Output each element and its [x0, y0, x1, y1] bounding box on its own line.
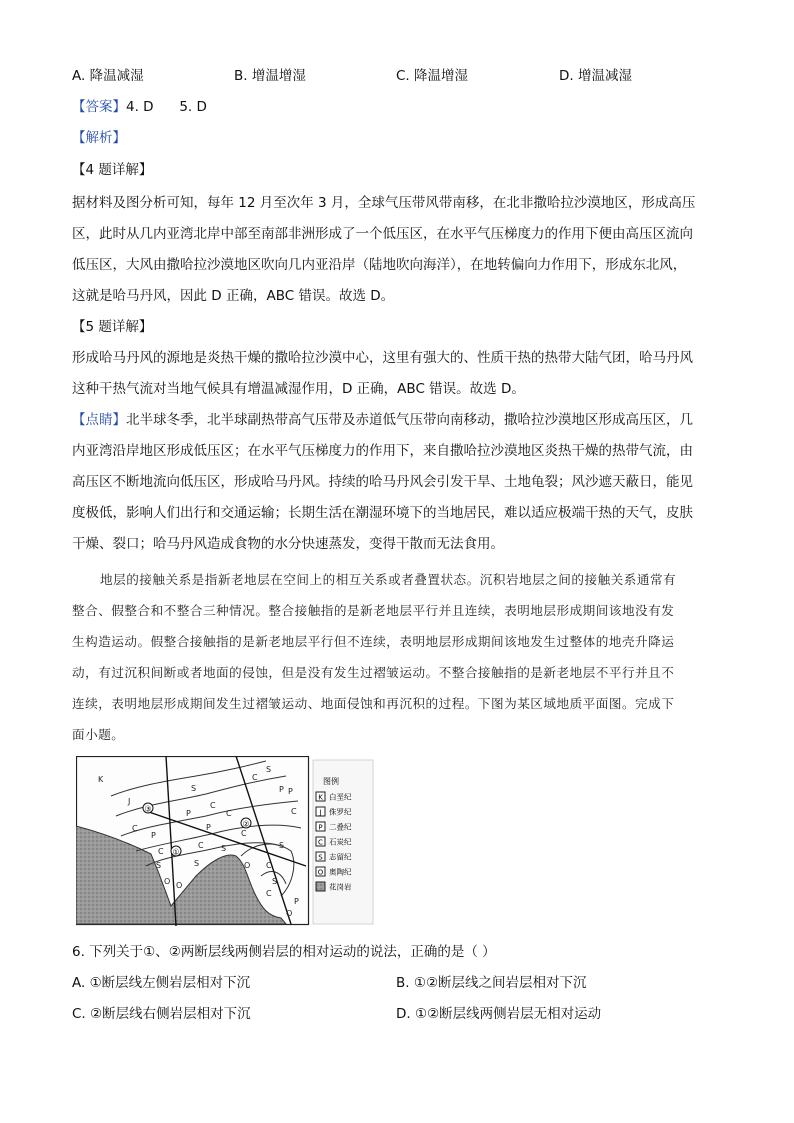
legend-code: J	[319, 808, 322, 817]
legend-code: C	[318, 838, 323, 847]
passage-line: 动，有过沉积间断或者地面的侵蚀，但是没有发生过褶皱运动。不整合接触指的是新老地层不平行并且不	[72, 665, 675, 680]
tip-line: 高压区不断地流向低压区，形成哈马丹风。持续的哈马丹风会引发干旱、土地龟裂；风沙遮天蔽日，能见	[72, 474, 693, 490]
strata-label: O	[244, 861, 251, 870]
strata-label: S	[194, 859, 200, 868]
strata-label: O	[176, 881, 183, 890]
strata-label: P	[206, 823, 211, 832]
legend-name: 奥陶纪	[329, 867, 352, 877]
fault-label: ②	[242, 819, 250, 829]
strata-label: C	[266, 889, 272, 898]
strata-label: C	[266, 861, 272, 870]
legend-name: 志留纪	[329, 852, 352, 862]
passage-line: 整合、假整合和不整合三种情况。整合接触指的是新老地层平行并且连续，表明地层形成期间该地没有发	[72, 603, 675, 618]
strata-label: S	[272, 877, 278, 886]
legend-name: 侏罗纪	[329, 807, 352, 817]
legend-name: 石炭纪	[329, 837, 352, 847]
q45-option-c: C. 降温增湿	[396, 68, 469, 84]
q45-option-b: B. 增温增湿	[234, 68, 306, 84]
q4-line: 低压区，大风由撒哈拉沙漠地区吹向几内亚沿岸（陆地吹向海洋），在地转偏向力作用下，形成东北风，	[72, 257, 687, 273]
tip-line: 内亚湾沿岸地区形成低压区；在水平气压梯度力的作用下，来自撒哈拉沙漠地区炎热干燥的热带气流，由	[72, 443, 693, 459]
tip-line: 度极低，影响人们出行和交通运输；长期生活在潮湿环境下的当地居民，难以适应极端干热的天气，皮肤	[72, 505, 693, 521]
q5-line: 这种干热气流对当地气候具有增温减湿作用，D 正确，ABC 错误。故选 D。	[72, 381, 525, 397]
legend-code: P	[318, 823, 323, 832]
legend-granite-swatch	[316, 882, 325, 891]
passage-line: 生构造运动。假整合接触指的是新老地层平行但不连续，表明地层形成期间该地发生过整体的地壳升降运	[72, 634, 675, 649]
q45-option-a: A. 降温减湿	[72, 68, 144, 84]
strata-label: C	[158, 847, 164, 856]
passage-line: 连续，表明地层形成期间发生过褶皱运动、地面侵蚀和再沉积的过程。下图为某区域地质平面图。完成下	[72, 696, 675, 711]
legend-code: O	[317, 868, 324, 877]
q45-option-d: D. 增温减湿	[559, 68, 632, 84]
q4-line: 据材料及图分析可知，每年 12 月至次年 3 月，全球气压带风带南移，在北非撒哈拉沙漠地区，形成高压	[72, 195, 696, 211]
strata-label: S	[221, 844, 227, 853]
strata-label: P	[186, 809, 191, 818]
strata-label: P	[279, 785, 284, 794]
q4-line: 区，此时从几内亚湾北岸中部至南部非洲形成了一个低压区，在水平气压梯度力的作用下便由高压区流向	[72, 226, 693, 242]
q6-option-a: A. ①断层线左侧岩层相对下沉	[72, 975, 251, 991]
strata-label: C	[132, 824, 138, 833]
strata-label: P	[151, 831, 156, 840]
strata-label: P	[288, 787, 293, 796]
q4-line: 这就是哈马丹风，因此 D 正确，ABC 错误。故选 D。	[72, 288, 395, 304]
legend-name: 二叠纪	[329, 822, 352, 832]
strata-label: K	[98, 775, 104, 784]
strata-label: C	[241, 829, 247, 838]
q6-option-b: B. ①②断层线之间岩层相对下沉	[396, 975, 587, 991]
answer-label: 【答案】	[72, 99, 126, 115]
legend-code: S	[318, 853, 323, 862]
geologic-map	[76, 756, 376, 926]
q6-option-d: D. ①②断层线两侧岩层无相对运动	[396, 1006, 602, 1022]
answer-text: 4. D 5. D	[126, 99, 207, 115]
legend-name: 白垩纪	[329, 792, 352, 802]
fault-label: ③	[144, 804, 152, 814]
q4-heading: 【4 题详解】	[72, 162, 153, 178]
strata-label: C	[198, 841, 204, 850]
q6-option-c: C. ②断层线右侧岩层相对下沉	[72, 1006, 251, 1022]
strata-label: S	[266, 765, 272, 774]
map-legend	[313, 760, 373, 924]
strata-label: S	[279, 841, 285, 850]
strata-label: C	[226, 809, 232, 818]
strata-label: C	[291, 807, 297, 816]
strata-label: O	[286, 909, 293, 918]
strata-label: P	[294, 897, 299, 906]
strata-label: S	[191, 784, 197, 793]
strata-label: C	[210, 801, 216, 810]
tip-line: 干燥、裂口；哈马丹风造成食物的水分快速蒸发，变得干散而无法食用。	[72, 536, 504, 552]
strata-label: C	[252, 773, 258, 782]
passage-line: 地层的接触关系是指新老地层在空间上的相互关系或者叠置状态。沉积岩地层之间的接触关系通常有	[100, 572, 677, 587]
tip-label: 【点睛】	[72, 412, 126, 428]
q5-line: 形成哈马丹风的源地是炎热干燥的撒哈拉沙漠中心，这里有强大的、性质干热的热带大陆气团，哈马丹风	[72, 350, 693, 366]
strata-label: S	[156, 861, 162, 870]
strata-label: O	[164, 877, 171, 886]
q6-stem: 6. 下列关于①、②两断层线两侧岩层的相对运动的说法，正确的是（ ）	[72, 944, 496, 960]
strata-label: J	[128, 797, 131, 806]
legend-title: 图例	[323, 777, 339, 786]
analysis-label: 【解析】	[72, 130, 126, 146]
passage-line: 面小题。	[72, 727, 125, 742]
legend-code: K	[318, 793, 323, 802]
q5-heading: 【5 题详解】	[72, 319, 153, 335]
answer-line	[72, 97, 207, 117]
fault-label: ①	[172, 847, 180, 857]
legend-name: 花岗岩	[329, 882, 352, 892]
tip-line	[72, 410, 693, 430]
tip-text: 北半球冬季，北半球副热带高气压带及赤道低气压带向南移动，撒哈拉沙漠地区形成高压区，几	[126, 412, 693, 428]
